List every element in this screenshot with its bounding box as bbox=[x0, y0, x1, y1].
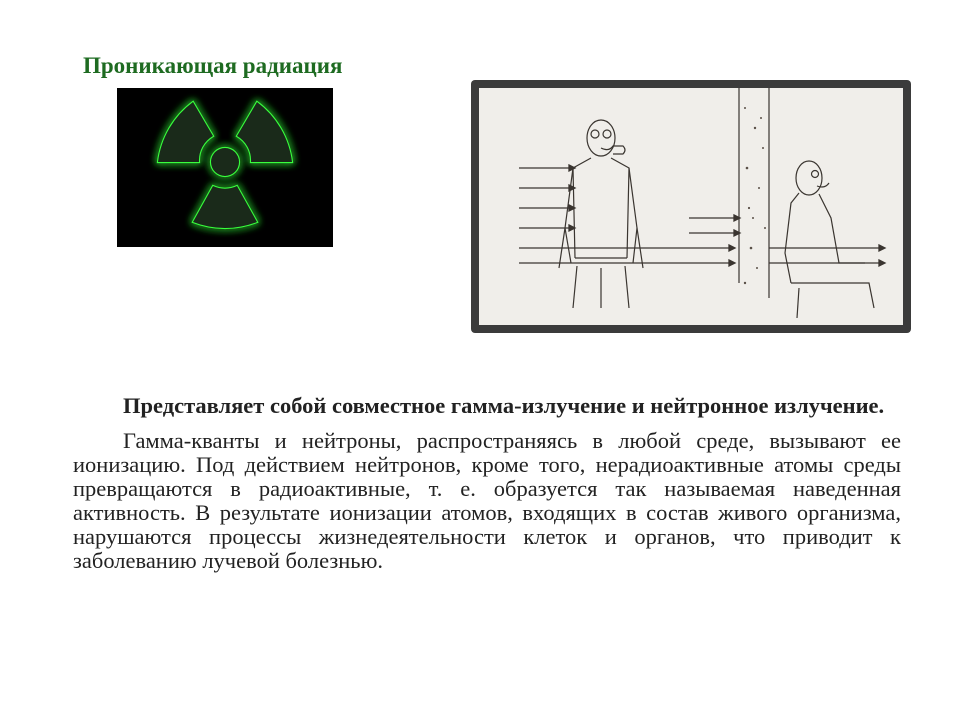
slide-title: Проникающая радиация bbox=[83, 53, 343, 78]
definition-paragraph: Представляет собой совместное гамма-излучение и нейтронное излучение. bbox=[123, 393, 885, 418]
seated-figure-icon bbox=[785, 161, 874, 318]
radiation-illustration-frame bbox=[471, 80, 911, 333]
radiation-illustration bbox=[479, 88, 903, 325]
explanation-paragraph: Гамма-кванты и нейтроны, распространяясь в любой среде, вызывают ее ионизацию. Под действием нейтронов, кроме того, нерадиоактивные атомы среды превращаются в радиоактивные, т. е. образуется так называемая наведенная активность. В результате ионизации атомов, входящих в состав живого организма, нарушаются процессы жизнедеятельности клеток и органов, что приводит к заболеванию лучевой болезнью. bbox=[73, 428, 901, 573]
standing-figure-icon bbox=[559, 120, 643, 308]
radiation-icon bbox=[117, 88, 333, 247]
slide-body bbox=[73, 394, 901, 573]
